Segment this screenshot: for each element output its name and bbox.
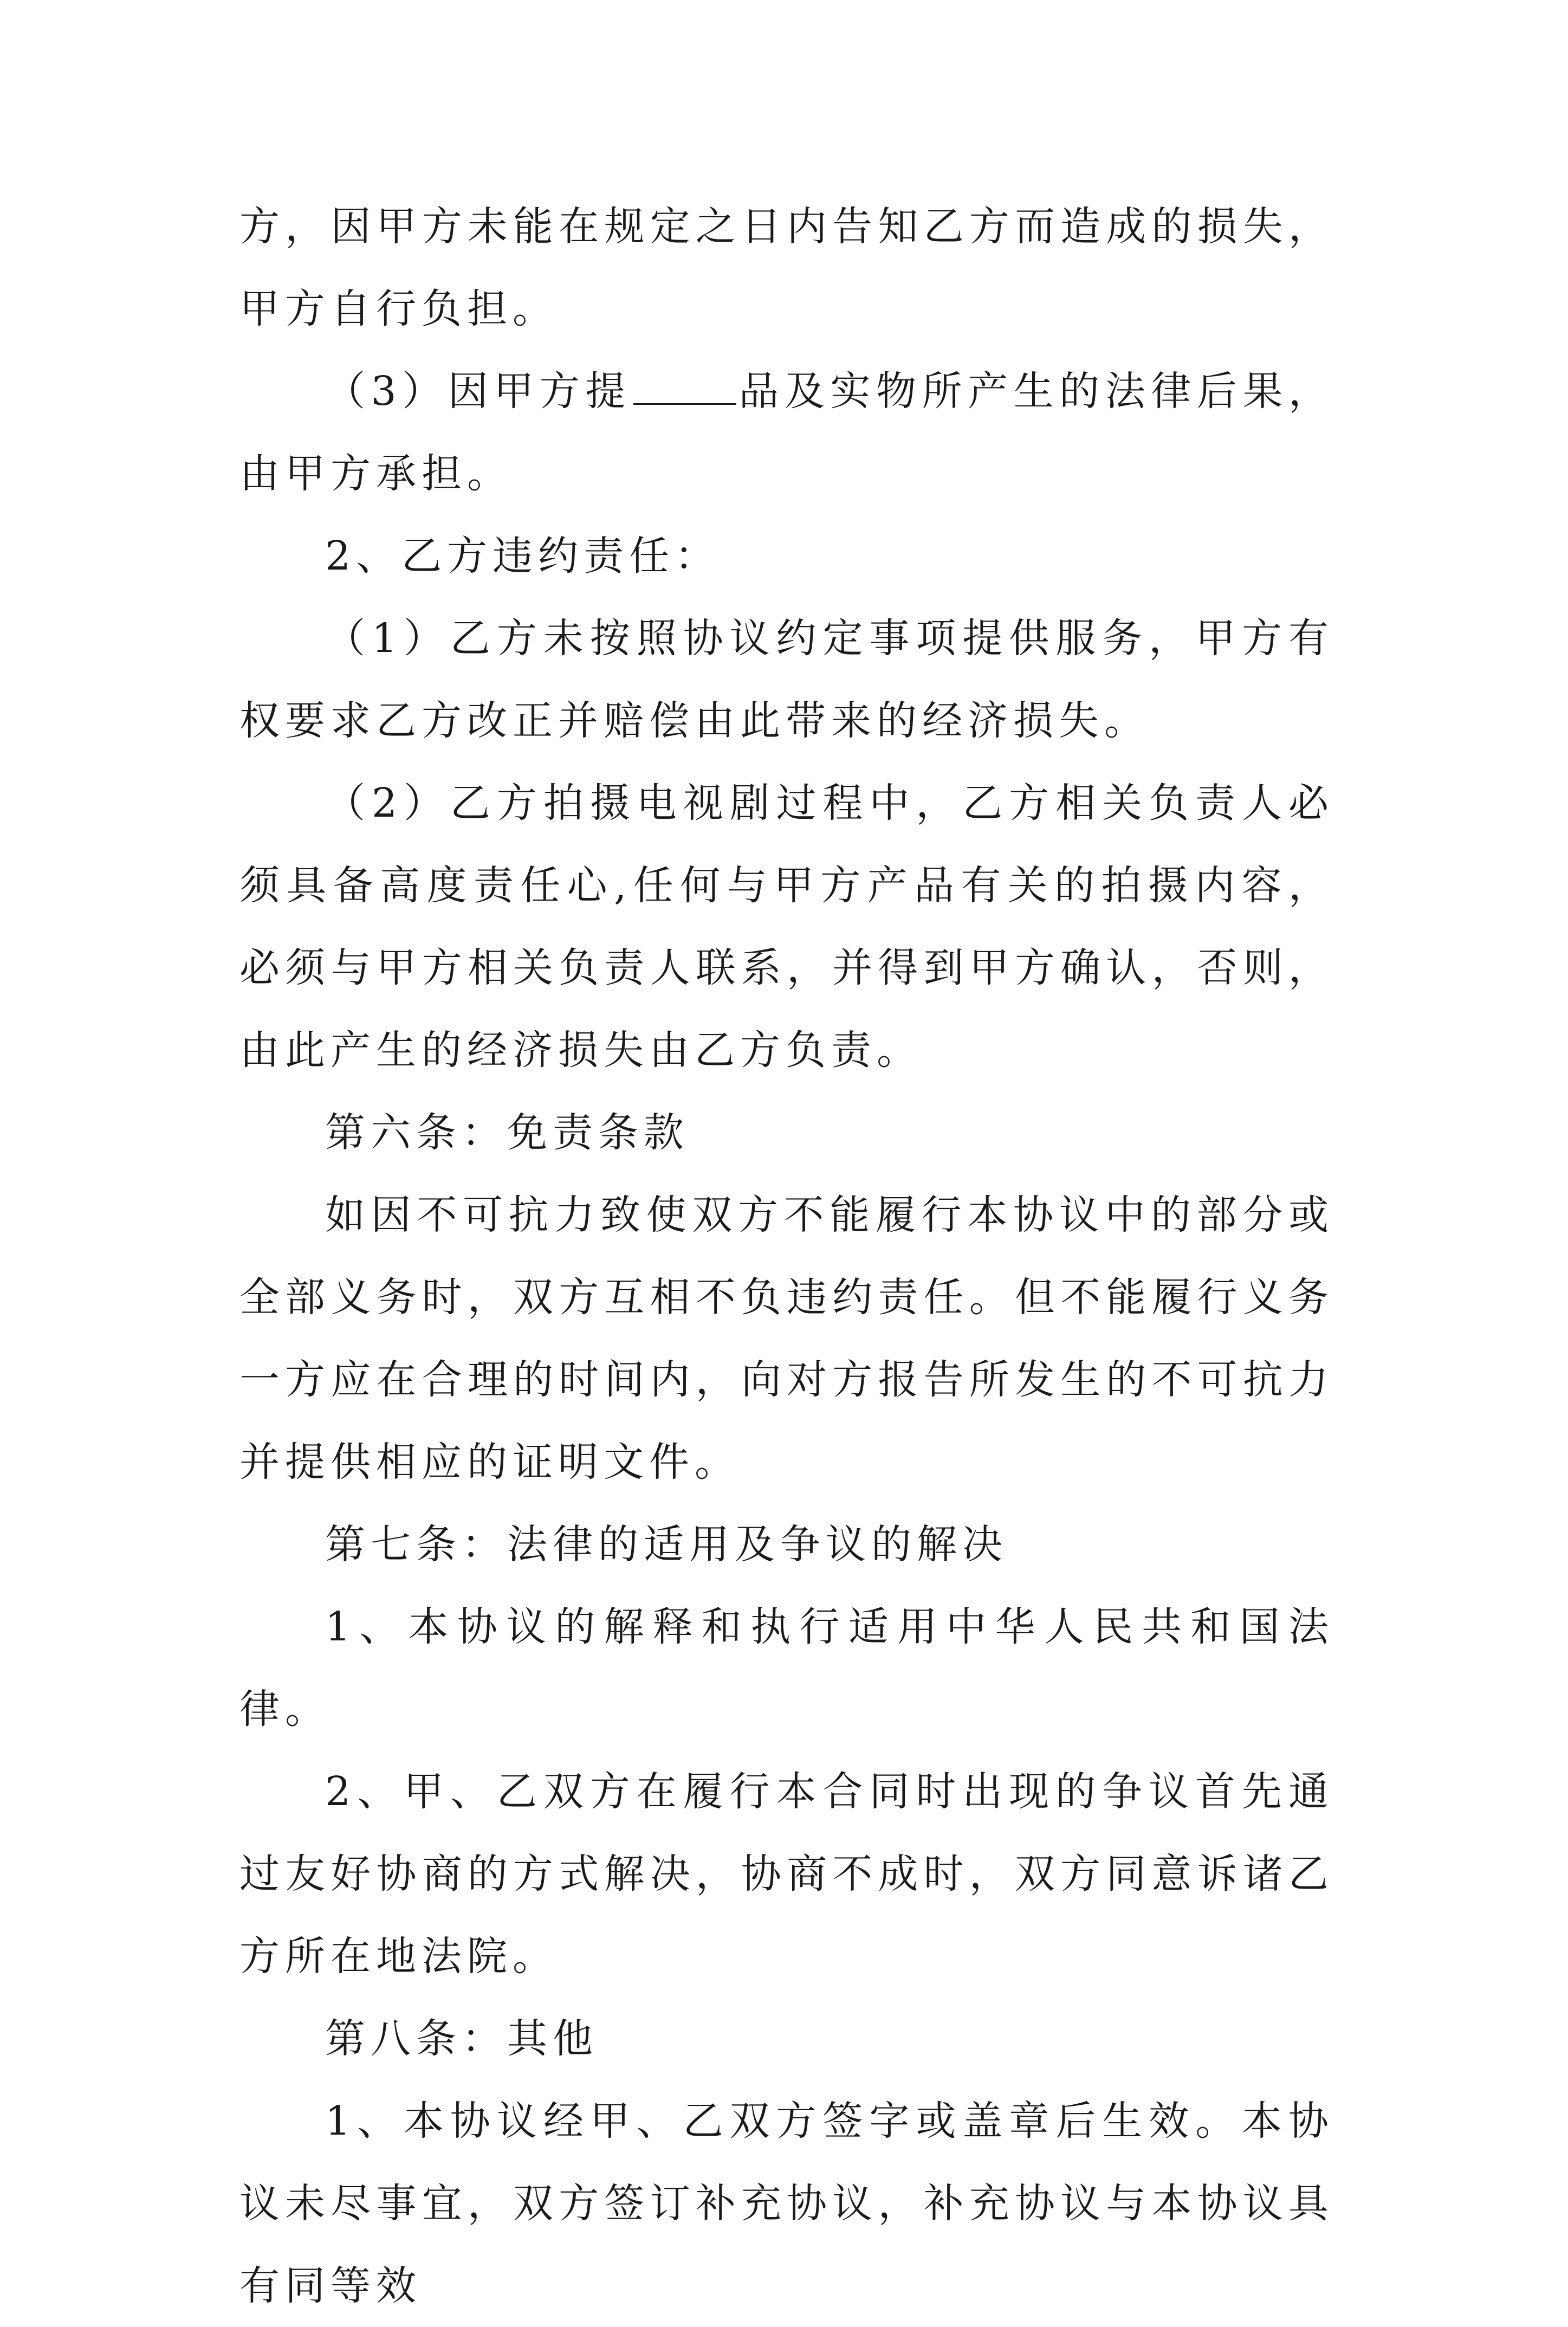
paragraph-text-before-blank: （3）因甲方提 (325, 368, 631, 415)
paragraph-party-b-service-breach: （1）乙方未按照协议约定事项提供服务，甲方有权要求乙方改正并赔偿由此带来的经济损失。 (239, 615, 1334, 744)
heading-article-8-other: 第八条：其他 (325, 2015, 598, 2062)
heading-party-b-breach: 2、乙方违约责任： (325, 533, 721, 579)
paragraph-dispute-resolution: 2、甲、乙双方在履行本合同时出现的争议首先通过友好协商的方式解决，协商不成时，双方同意诉诸乙方所在地法院。 (239, 1768, 1334, 1980)
document-body (239, 185, 1334, 2327)
paragraph-party-b-filming-responsibility: （2）乙方拍摄电视剧过程中，乙方相关负责人必须具备高度责任心,任何与甲方产品有关的拍摄内容，必须与甲方相关负责人联系，并得到甲方确认，否则，由此产生的经济损失由乙方负责。 (239, 780, 1334, 1074)
heading-article-7-law-disputes: 第七条：法律的适用及争议的解决 (325, 1521, 1008, 1568)
fill-in-blank (633, 371, 736, 405)
paragraph-text-after-blank: 品及实物所产生的法律后果，由甲方承担。 (239, 368, 1334, 497)
paragraph-party-a-product-liability (239, 350, 1334, 515)
paragraph-continued-loss-clause: 方，因甲方未能在规定之日内告知乙方而造成的损失，甲方自行负担。 (239, 203, 1334, 332)
paragraph-governing-law: 1、本协议的解释和执行适用中华人民共和国法律。 (239, 1604, 1334, 1733)
paragraph-effectiveness: 1、本协议经甲、乙双方签字或盖章后生效。本协议未尽事宜，双方签订补充协议，补充协议与本协议具有同等效 (239, 2098, 1334, 2309)
paragraph-force-majeure: 如因不可抗力致使双方不能履行本协议中的部分或全部义务时，双方互相不负违约责任。但不能履行义务一方应在合理的时间内，向对方报告所发生的不可抗力并提供相应的证明文件。 (239, 1192, 1334, 1485)
heading-article-6-exemption: 第六条：免责条款 (325, 1109, 689, 1156)
